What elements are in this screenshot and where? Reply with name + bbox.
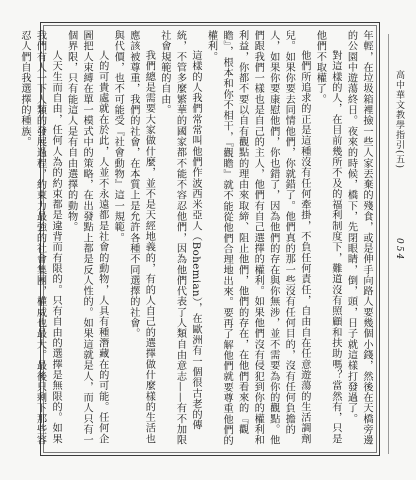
paragraph: 年輕，在垃圾箱裡撿一些人家丟棄的殘食，或是伸手向路人要幾個小錢，然後在天橋旁邊的公園中遊蕩終日。夜來的時候，橋下，先閉眼睛，倒，頭，日子就這樣打發過了。 xyxy=(345,30,372,446)
paragraph: 我們總是需要大家做什麼，並不是天經地義的，有的人自己的選擇做什麼樣的生活也應該被尊重，我們的社會，在本質上是允許各種不同選擇的社會。 xyxy=(127,30,155,445)
paragraph: 人天生而自由，任何人為的約束都是違背而有限的。只有自由的選擇是無限的。如果我們有人一下人類的發展過程，約束力最強的社會集團，權威也最大。最後只剩下那些容忍人們自我選擇的種族。 xyxy=(18,30,62,446)
margin-rule xyxy=(388,34,389,454)
paragraph: 對這樣的人，在目前幾所不及的福利制度下，難道沒有照顧和扶助嗎？當然有，只是他們不取權了。 xyxy=(314,30,341,445)
body-text xyxy=(18,30,374,448)
paragraph: 人的可貴處就在於此，人並不永遠都是社會的動物，人具有種潛藏在的可能。任何企圖把人束縛在單一模式中的策略，在出發點上都是反人性的。如果這就是人，而人只有一個界限，只有能這人是有自由選擇的動物。 xyxy=(65,30,108,446)
vertical-text-column xyxy=(18,30,374,448)
paragraph: 與代價，也不可能受『社會動物』這一規範。 xyxy=(112,30,124,243)
running-title: 高中華文教學指引(五) xyxy=(394,70,404,170)
paragraph: 他們所追求的正是這種沒有任何牽掛，不負任何責任，自由自在任意遊蕩的生活調劑兒。如果你要去同情他們，你就錯了。他們真的那一些沒有任何目的，沒有任何負擔的人，如果你要康慰他們，你也錯了，因為他們的存在與你無涉，並不需要為你的觀點。他們跟我們一樣也是自己的主人，他們有自己選擇的權利。如果他們沒有侵犯到你的權利和利益，你都不要以自有觀點的理由來取締、阻止他們，他們的存在，在他們看來的『觀瞻』，根本和你不相干，『觀瞻』就不能從他們合理地出來。要再了解他們就要尊重他們的權利。 xyxy=(205,30,310,446)
paragraph: 這樣的人我們常常叫他們作波西米亞人（Bohemian），在歐洲有一個很古老的傳統，不管多麼繁華的國家都不能不容忍他們，因為他們代表了人類自由意志——有不加限社會規範的自由。 xyxy=(158,30,201,446)
page-number: 054 xyxy=(394,238,404,262)
